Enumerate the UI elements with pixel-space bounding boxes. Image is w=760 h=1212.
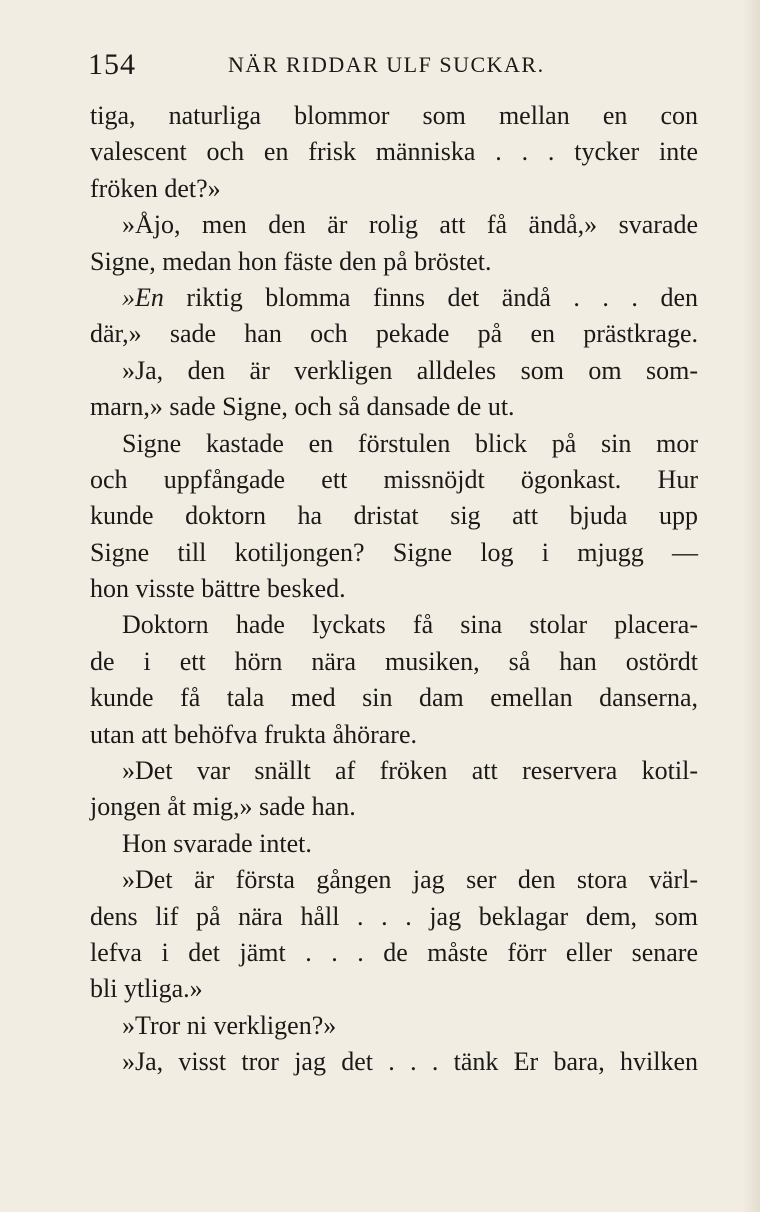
- text-line: valescent och en frisk människa . . . tycker inte: [90, 137, 698, 167]
- text-line: Hon svarade intet.: [122, 828, 312, 858]
- text-line: »Tror ni verkligen?»: [122, 1010, 337, 1040]
- text-line: »Ja, visst tror jag det . . . tänk Er bara, hvilken: [122, 1047, 698, 1077]
- text-line: Signe till kotiljongen? Signe log i mjugg —: [90, 537, 698, 567]
- text-line: och uppfångade ett missnöjdt ögonkast. Hur: [90, 464, 698, 494]
- text-line: Doktorn hade lyckats få sina stolar placera-: [122, 610, 698, 640]
- text-line: dens lif på nära håll . . . jag beklagar dem, som: [90, 901, 698, 931]
- emphasized-word: »En: [122, 282, 164, 312]
- text-line: hon visste bättre besked.: [90, 574, 346, 604]
- text-line: där,» sade han och pekade på en prästkrage.: [90, 319, 698, 349]
- text-line-rest: riktig blomma finns det ändå . . . den: [163, 282, 698, 312]
- text-line: jongen åt mig,» sade han.: [90, 792, 356, 822]
- page-header: [88, 48, 698, 82]
- text-line: fröken det?»: [90, 173, 221, 203]
- text-line: bli ytliga.»: [90, 974, 203, 1004]
- body-text: [90, 98, 698, 1081]
- text-line: de i ett hörn nära musiken, så han ostördt: [90, 646, 698, 676]
- text-line: »Det är första gången jag ser den stora värl-: [122, 865, 698, 895]
- text-line: kunde doktorn ha dristat sig att bjuda upp: [90, 501, 698, 531]
- text-line: »Åjo, men den är rolig att få ändå,» svarade: [122, 210, 698, 240]
- text-line: lefva i det jämt . . . de måste förr eller senare: [90, 937, 698, 967]
- text-line: »Det var snällt af fröken att reservera kotil-: [122, 756, 698, 786]
- page-edge-shadow: [742, 0, 760, 1212]
- text-line: [90, 280, 698, 316]
- text-line: kunde få tala med sin dam emellan danserna,: [90, 683, 698, 713]
- page-number: 154: [88, 48, 136, 81]
- text-line: »Ja, den är verkligen alldeles som om som-: [122, 355, 698, 385]
- running-head: NÄR RIDDAR ULF SUCKAR.: [228, 52, 545, 77]
- text-line: Signe, medan hon fäste den på bröstet.: [90, 246, 492, 276]
- text-line: utan att behöfva frukta åhörare.: [90, 719, 418, 749]
- text-line: tiga, naturliga blommor som mellan en con: [90, 101, 698, 130]
- text-line: marn,» sade Signe, och så dansade de ut.: [90, 392, 515, 422]
- text-line: Signe kastade en förstulen blick på sin mor: [122, 428, 698, 458]
